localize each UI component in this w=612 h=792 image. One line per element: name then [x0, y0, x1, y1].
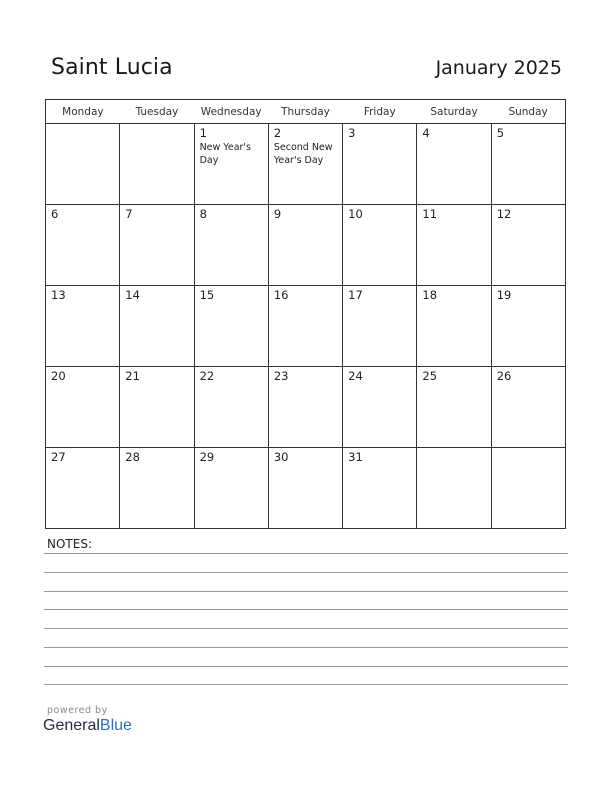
weekday-monday: Monday: [46, 100, 120, 124]
note-line: [44, 572, 568, 573]
day-cell: [343, 205, 417, 286]
day-number: 9: [273, 207, 282, 221]
weekday-sunday: Sunday: [491, 100, 565, 124]
day-cell: [268, 205, 342, 286]
week-row: [46, 205, 566, 286]
holiday-label: Second New Year's Day: [273, 142, 333, 166]
day-number: 1: [199, 126, 207, 140]
day-cell: [120, 124, 194, 205]
day-number: 16: [273, 288, 289, 302]
day-cell: [491, 286, 565, 367]
day-cell: [194, 448, 268, 529]
day-number: 10: [348, 207, 363, 221]
day-cell: [194, 286, 268, 367]
day-number: 5: [496, 126, 505, 140]
day-cell: [491, 367, 565, 448]
day-number: 18: [422, 288, 438, 302]
day-cell: [46, 448, 120, 529]
generalblue-logo[interactable]: [43, 717, 132, 735]
holiday-label: New Year's Day: [199, 142, 251, 166]
day-number: 29: [199, 450, 215, 464]
day-cell: [194, 367, 268, 448]
day-number: 31: [348, 450, 363, 464]
weekday-thursday: Thursday: [268, 100, 342, 124]
day-number: 24: [348, 369, 363, 383]
day-cell: [491, 448, 565, 529]
day-number: 26: [496, 369, 512, 383]
day-cell: [343, 448, 417, 529]
day-cell: [343, 286, 417, 367]
day-number: 22: [199, 369, 215, 383]
day-number: 25: [422, 369, 438, 383]
day-cell: [417, 124, 491, 205]
day-cell: [343, 124, 417, 205]
calendar-body: [46, 124, 566, 529]
week-row: [46, 448, 566, 529]
note-line: [44, 647, 568, 648]
day-number: 6: [51, 207, 59, 221]
day-cell: [491, 205, 565, 286]
day-number: 17: [348, 288, 363, 302]
note-line: [44, 591, 568, 592]
day-cell: [120, 367, 194, 448]
day-cell: [343, 367, 417, 448]
day-cell: [194, 124, 268, 205]
day-cell: [46, 367, 120, 448]
day-number: 21: [125, 369, 140, 383]
day-number: 7: [125, 207, 133, 221]
day-cell: [417, 367, 491, 448]
day-cell: [268, 367, 342, 448]
day-cell: [120, 448, 194, 529]
notes-label: NOTES:: [47, 537, 92, 551]
day-number: 27: [51, 450, 66, 464]
note-line: [44, 553, 568, 554]
day-cell: [417, 286, 491, 367]
day-number: 14: [125, 288, 140, 302]
note-line: [44, 628, 568, 629]
day-number: 3: [348, 126, 356, 140]
day-number: 11: [422, 207, 438, 221]
calendar-grid: [45, 99, 566, 529]
month-year-title: January 2025: [435, 57, 562, 79]
weekday-friday: Friday: [343, 100, 417, 124]
day-number: 23: [273, 369, 289, 383]
day-cell: [491, 124, 565, 205]
day-number: 13: [51, 288, 66, 302]
week-row: [46, 367, 566, 448]
day-number: 15: [199, 288, 215, 302]
day-cell: [46, 286, 120, 367]
day-number: 20: [51, 369, 66, 383]
note-line: [44, 666, 568, 667]
week-row: [46, 286, 566, 367]
powered-by-text: powered by: [47, 705, 108, 716]
day-number: 12: [496, 207, 512, 221]
day-number: 8: [199, 207, 207, 221]
day-cell: [120, 205, 194, 286]
logo-general: General: [43, 717, 100, 734]
day-cell: [268, 448, 342, 529]
day-cell: [46, 124, 120, 205]
note-line: [44, 609, 568, 610]
day-cell: [268, 124, 342, 205]
country-title: Saint Lucia: [51, 55, 173, 80]
day-number: 30: [273, 450, 289, 464]
week-row: [46, 124, 566, 205]
weekday-header-row: [46, 100, 566, 124]
day-number: 4: [422, 126, 430, 140]
day-number: 2: [273, 126, 282, 140]
day-number: 28: [125, 450, 140, 464]
weekday-saturday: Saturday: [417, 100, 491, 124]
day-cell: [417, 205, 491, 286]
weekday-wednesday: Wednesday: [194, 100, 268, 124]
day-cell: [120, 286, 194, 367]
weekday-tuesday: Tuesday: [120, 100, 194, 124]
day-cell: [194, 205, 268, 286]
day-cell: [46, 205, 120, 286]
day-cell: [268, 286, 342, 367]
logo-blue: Blue: [99, 717, 132, 734]
day-cell: [417, 448, 491, 529]
day-number: 19: [496, 288, 512, 302]
note-line: [44, 684, 568, 685]
